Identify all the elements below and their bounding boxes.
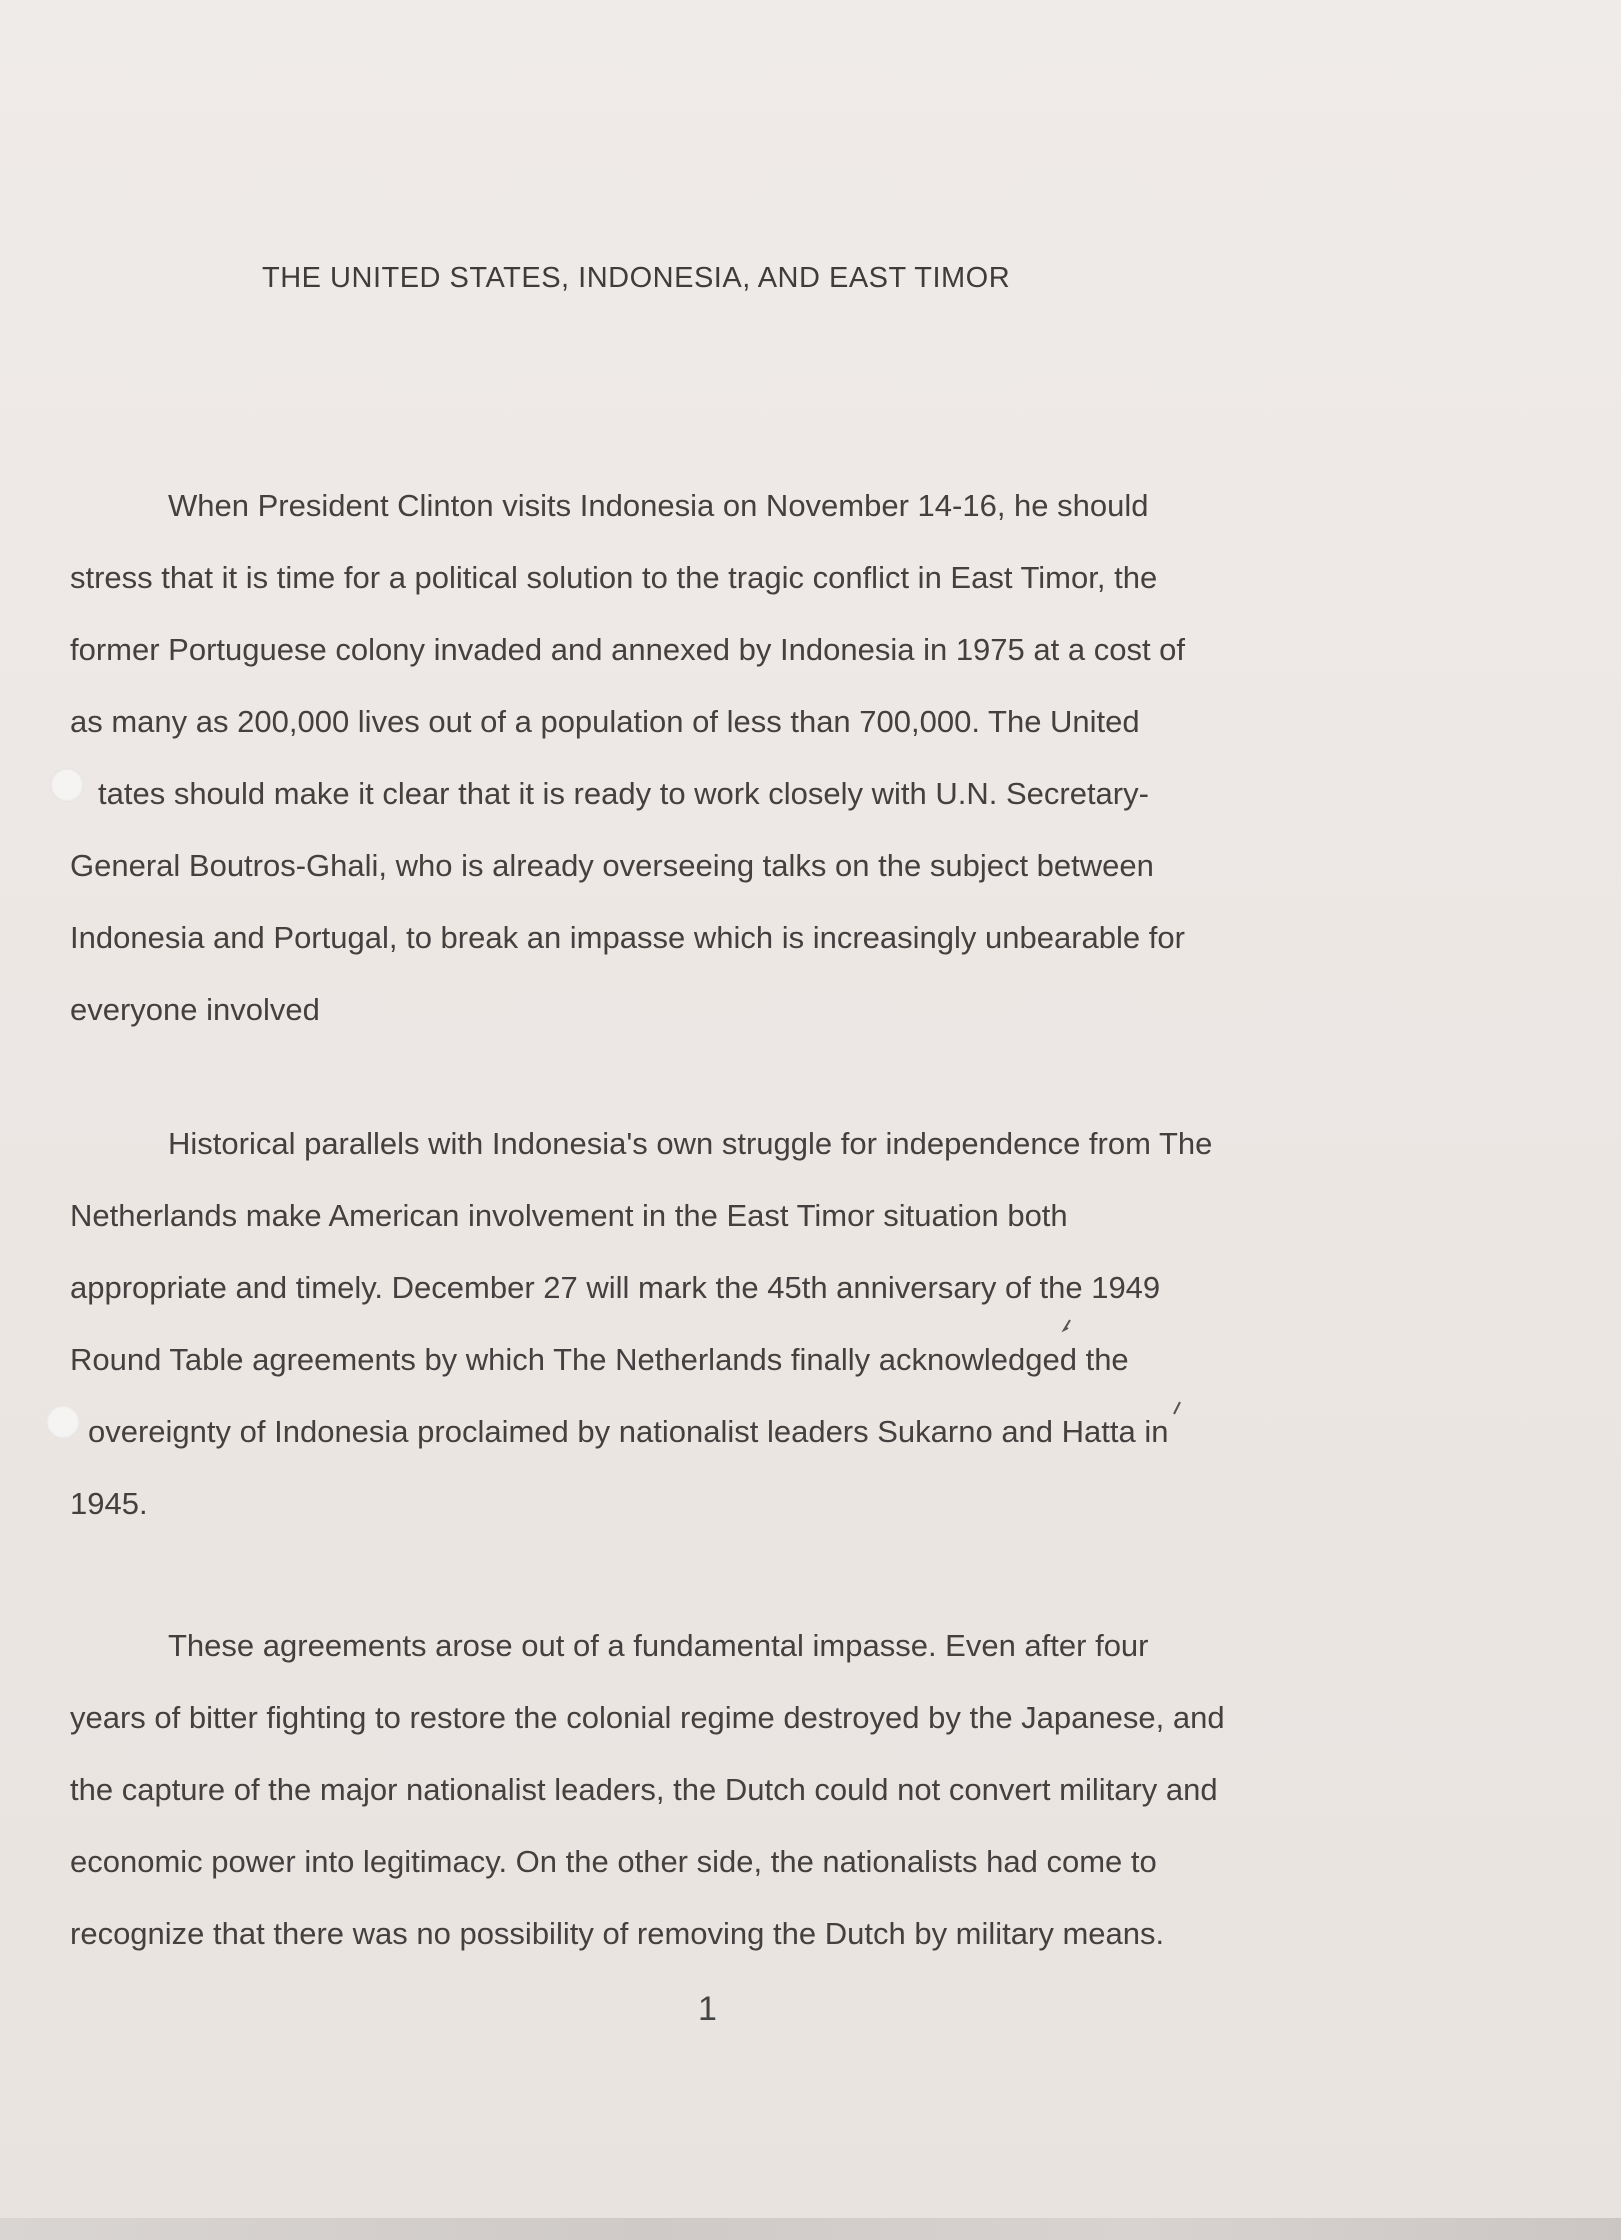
paragraph-line: Indonesia and Portugal, to break an impasse which is increasingly unbearable for xyxy=(70,920,1185,955)
paragraph-line: When President Clinton visits Indonesia on November 14-16, he should xyxy=(168,488,1149,523)
punch-hole-icon xyxy=(50,768,84,802)
paragraph-line: General Boutros-Ghali, who is already overseeing talks on the subject between xyxy=(70,848,1154,883)
paragraph-line: everyone involved xyxy=(70,992,320,1027)
paragraph-line: economic power into legitimacy. On the other side, the nationalists had come to xyxy=(70,1844,1157,1879)
punch-hole-icon xyxy=(46,1405,80,1439)
paragraph-1 xyxy=(70,470,1370,1046)
page-number: 1 xyxy=(698,1990,717,2028)
paragraph-line: years of bitter fighting to restore the colonial regime destroyed by the Japanese, and xyxy=(70,1700,1225,1735)
handwritten-tick-mark-icon xyxy=(1060,1318,1074,1338)
paragraph-line: These agreements arose out of a fundamental impasse. Even after four xyxy=(168,1628,1149,1663)
paragraph-line: Historical parallels with Indonesia's own struggle for independence from The xyxy=(168,1126,1213,1161)
paragraph-line: 1945. xyxy=(70,1486,148,1521)
paragraph-line: Round Table agreements by which The Netherlands finally acknowledged the xyxy=(70,1342,1129,1377)
paragraph-line: stress that it is time for a political solution to the tragic conflict in East Timor, the xyxy=(70,560,1158,595)
paragraph-line: the capture of the major nationalist leaders, the Dutch could not convert military and xyxy=(70,1772,1218,1807)
paragraph-line: as many as 200,000 lives out of a population of less than 700,000. The United xyxy=(70,704,1140,739)
paragraph-2 xyxy=(70,1108,1370,1540)
paragraph-line: overeignty of Indonesia proclaimed by nationalist leaders Sukarno and Hatta in xyxy=(88,1414,1169,1449)
scan-edge-strip xyxy=(0,2218,1621,2240)
paragraph-line: former Portuguese colony invaded and annexed by Indonesia in 1975 at a cost of xyxy=(70,632,1186,667)
paragraph-line: Netherlands make American involvement in the East Timor situation both xyxy=(70,1198,1068,1233)
paragraph-line: recognize that there was no possibility of removing the Dutch by military means. xyxy=(70,1916,1165,1951)
paragraph-3 xyxy=(70,1610,1370,1970)
paragraph-line: appropriate and timely. December 27 will mark the 45th anniversary of the 1949 xyxy=(70,1270,1161,1305)
paragraph-line: tates should make it clear that it is ready to work closely with U.N. Secretary- xyxy=(98,776,1149,811)
handwritten-accent-mark-icon xyxy=(1170,1400,1184,1420)
document-title: THE UNITED STATES, INDONESIA, AND EAST TIMOR xyxy=(262,262,1011,294)
